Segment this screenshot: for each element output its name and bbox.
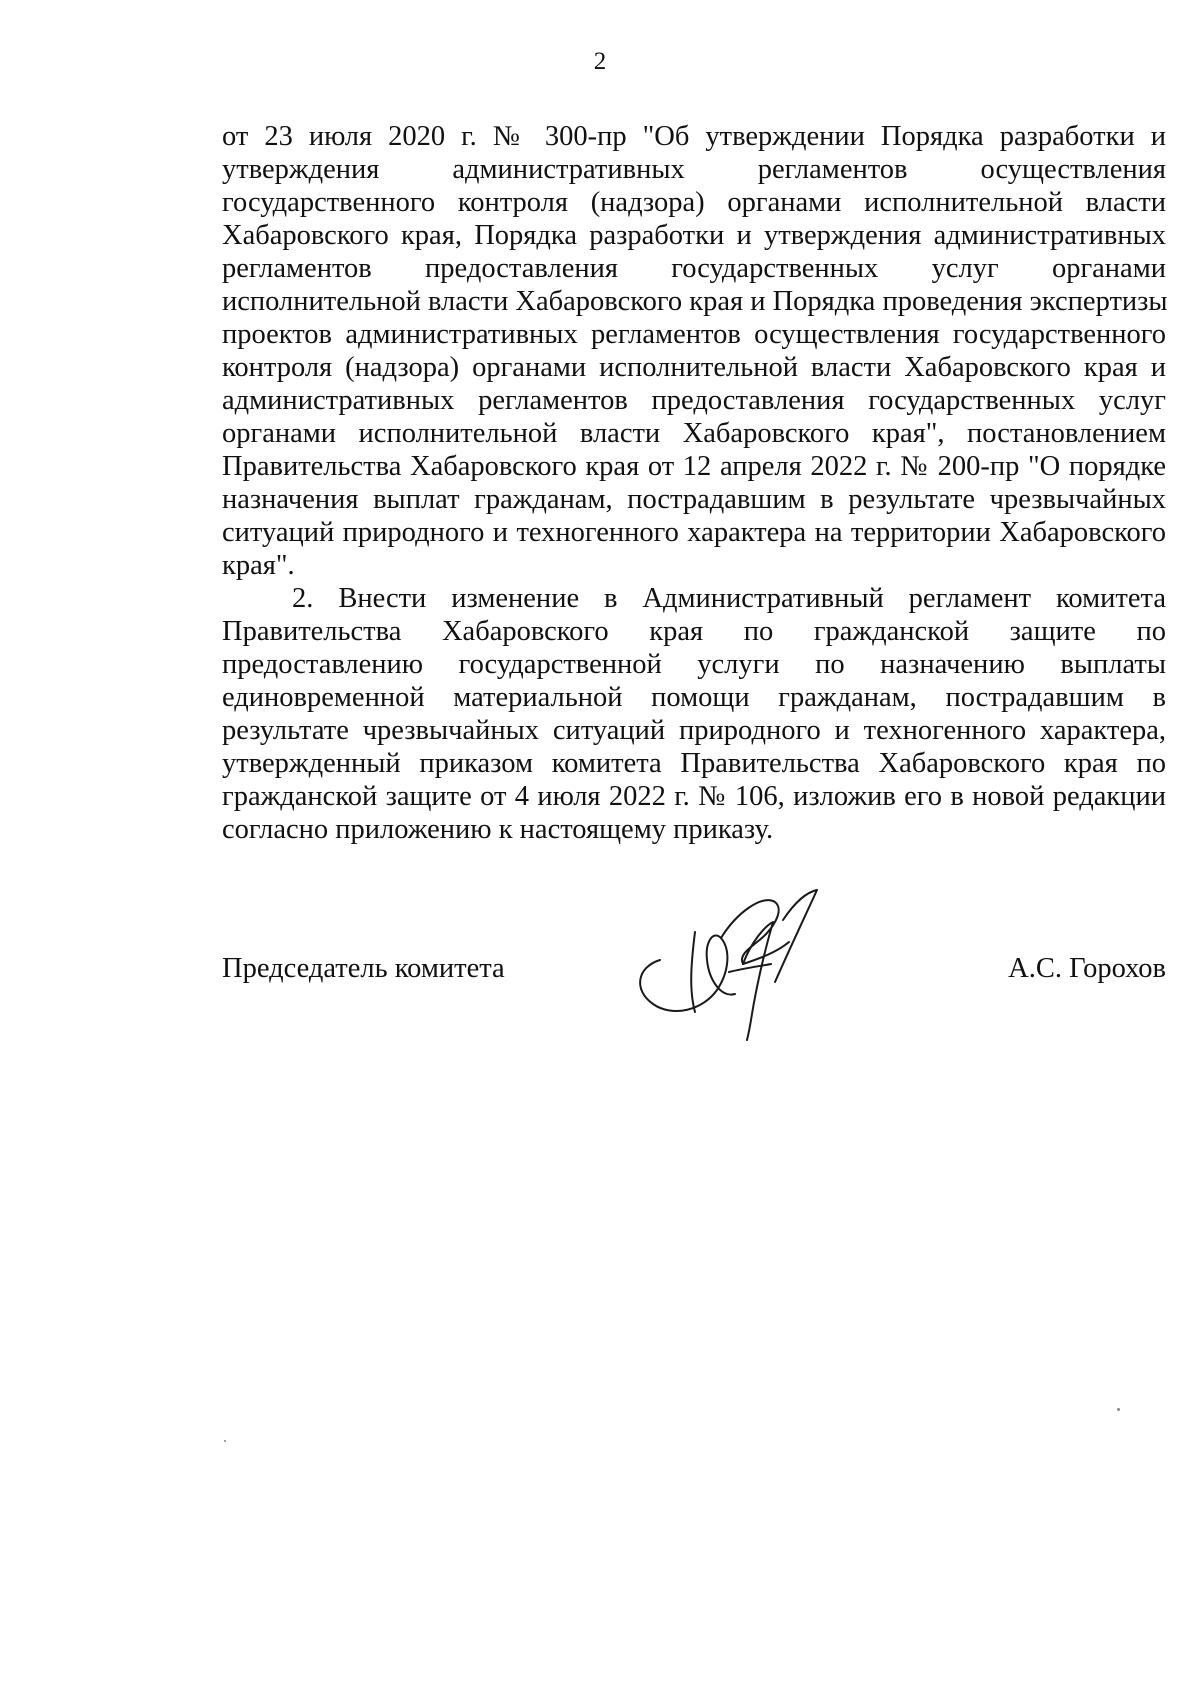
signatory-position: Председатель комитета — [222, 953, 505, 984]
text-line: проектов административных регламентов осуществления государственного — [222, 319, 1166, 350]
text-line: регламентов предоставления государственных услуг органами — [222, 253, 1166, 284]
paragraph-continuation — [222, 120, 1166, 582]
signature-stroke — [691, 932, 695, 1012]
text-line: единовременной материальной помощи гражданам, пострадавшим в — [222, 682, 1166, 713]
text-line: утвержденный приказом комитета Правительства Хабаровского края по — [222, 748, 1166, 779]
text-line: исполнительной власти Хабаровского края и Порядка проведения экспертизы — [222, 286, 1168, 317]
text-line: назначения выплат гражданам, пострадавшим в результате чрезвычайных — [222, 484, 1166, 515]
signature-stroke — [743, 922, 773, 1040]
text-line: гражданской защите от 4 июля 2022 г. № 106, изложив его в новой редакции — [222, 781, 1166, 812]
text-line: 2. Внести изменение в Административный регламент комитета — [292, 583, 1166, 614]
text-line: административных регламентов предоставления государственных услуг — [222, 385, 1166, 416]
signatory-name: А.С. Горохов — [1008, 953, 1166, 984]
text-line: контроля (надзора) органами исполнительной власти Хабаровского края и — [222, 352, 1166, 383]
text-line: государственного контроля (надзора) органами исполнительной власти — [222, 187, 1166, 218]
paragraph-item-2 — [222, 582, 1166, 846]
signature-stroke — [775, 890, 817, 982]
text-line: утверждения административных регламентов осуществления — [222, 154, 1166, 185]
text-line: согласно приложению к настоящему приказу. — [222, 814, 774, 845]
text-line: Хабаровского края, Порядка разработки и утверждения административных — [222, 220, 1166, 251]
text-line: результате чрезвычайных ситуаций природного и техногенного характера, — [222, 715, 1166, 746]
text-line: предоставлению государственной услуги по назначению выплаты — [222, 649, 1166, 680]
text-line: Правительства Хабаровского края от 12 апреля 2022 г. № 200-пр "О порядке — [222, 451, 1166, 482]
text-line: края". — [222, 550, 295, 581]
page-number: 2 — [593, 48, 607, 75]
signature-stroke — [640, 935, 735, 1011]
handwritten-signature — [625, 872, 840, 1042]
text-line: от 23 июля 2020 г. № 300-пр "Об утверждении Порядка разработки и — [222, 121, 1166, 152]
signature-stroke — [729, 964, 771, 972]
scan-speck — [224, 1440, 226, 1442]
text-line: Правительства Хабаровского края по гражданской защите по — [222, 616, 1166, 647]
text-line: органами исполнительной власти Хабаровского края", постановлением — [222, 418, 1166, 449]
scan-speck — [1117, 1408, 1120, 1411]
text-line: ситуаций природного и техногенного характера на территории Хабаровского — [222, 517, 1166, 548]
document-body — [222, 120, 1166, 846]
